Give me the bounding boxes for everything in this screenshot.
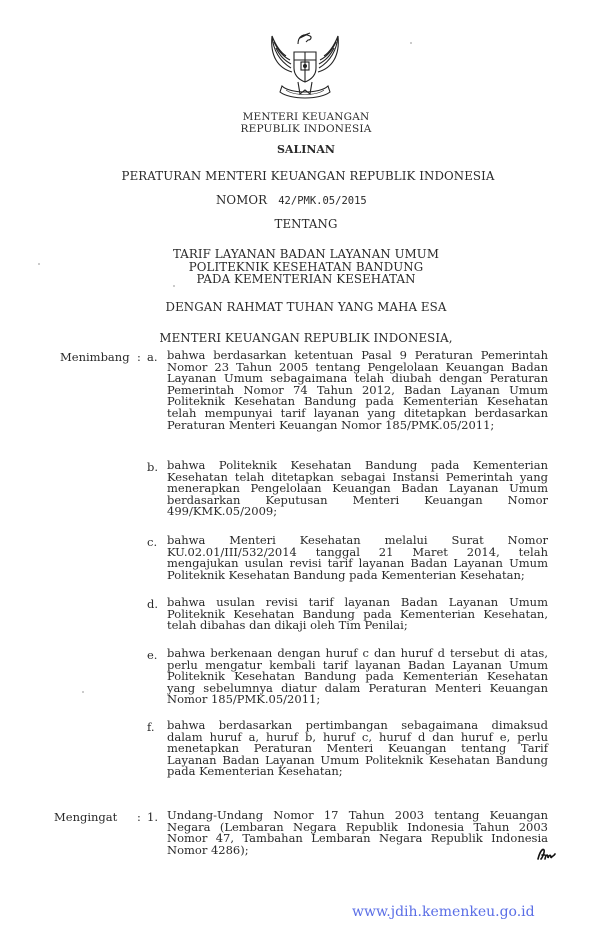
number-value: 42/PMK.05/2015 xyxy=(278,195,367,207)
consideration-f xyxy=(167,720,548,778)
text-line: Undang-Undang Nomor 17 Tahun 2003 tentang Keuangan xyxy=(167,808,548,822)
initials-signature-icon xyxy=(536,847,556,861)
text-line: Politeknik Kesehatan Bandung pada Kementerian Kesehatan xyxy=(167,394,548,409)
menimbang-label: Menimbang xyxy=(60,350,130,364)
text-line: Layanan Umum sebagaimana telah diubah dengan Peraturan xyxy=(167,371,548,386)
about-heading: TENTANG xyxy=(274,217,338,231)
regulation-number xyxy=(216,189,367,208)
text-line: Nomor 47, Tambahan Lembaran Negara Republik Indonesia xyxy=(167,831,548,846)
text-line: Peraturan Menteri Keuangan Nomor 185/PMK.05/2011; xyxy=(167,417,495,432)
item-marker: 1. xyxy=(147,810,158,824)
mengingat-colon: : xyxy=(137,810,141,824)
ministry-line-2: REPUBLIK INDONESIA xyxy=(240,123,372,135)
consideration-a xyxy=(167,350,548,431)
text-line: berdasarkan Keputusan Menteri Keuangan Nomor xyxy=(167,492,548,507)
item-marker: a. xyxy=(147,350,158,364)
scan-speck xyxy=(38,263,40,265)
text-line: bahwa usulan revisi tarif layanan Badan Layanan Umum xyxy=(167,595,548,609)
item-marker: b. xyxy=(147,460,159,474)
text-line: telah mempunyai tarif layanan yang ditetapkan berdasarkan xyxy=(167,405,548,420)
text-line: menetapkan Peraturan Menteri Keuangan tentang Tarif xyxy=(167,741,548,756)
text-line: bahwa berdasarkan ketentuan Pasal 9 Peraturan Pemerintah xyxy=(167,348,548,362)
text-line: Negara (Lembaran Negara Republik Indonesia Tahun 2003 xyxy=(167,819,548,834)
consideration-b xyxy=(167,460,548,518)
scan-speck xyxy=(173,285,175,287)
text-line: pada Kementerian Kesehatan; xyxy=(167,764,343,779)
legal-basis-1 xyxy=(167,810,548,856)
item-marker: e. xyxy=(147,648,158,662)
item-marker: f. xyxy=(147,720,155,734)
text-line: Politeknik Kesehatan Bandung pada Kementerian Kesehatan, xyxy=(167,606,548,621)
mengingat-label: Mengingat xyxy=(54,810,118,824)
scan-speck xyxy=(410,42,412,44)
text-line: bahwa Menteri Kesehatan melalui Surat Nomor xyxy=(167,533,548,547)
number-label: NOMOR xyxy=(216,193,268,207)
text-line: dalam huruf a, huruf b, huruf c, huruf d dan huruf e, perlu xyxy=(167,729,548,744)
text-line: menerapkan Pengelolaan Keuangan Badan Layanan Umum xyxy=(167,481,548,496)
issuer: MENTERI KEUANGAN REPUBLIK INDONESIA, xyxy=(159,331,453,345)
ministry-line-1: MENTERI KEUANGAN xyxy=(242,111,370,123)
text-line: yang sebelumnya diatur dalam Peraturan Menteri Keuangan xyxy=(167,680,548,695)
consideration-c xyxy=(167,535,548,581)
scan-speck xyxy=(82,691,84,693)
text-line: telah dibahas dan dikaji oleh Tim Penilai; xyxy=(167,618,408,633)
item-marker: c. xyxy=(147,535,158,549)
text-line: Politeknik Kesehatan Bandung pada Kementerian Kesehatan; xyxy=(167,567,525,582)
subject-line: POLITEKNIK KESEHATAN BANDUNG xyxy=(188,259,424,274)
text-line: perlu mengatur kembali tarif layanan Badan Layanan Umum xyxy=(167,657,548,672)
consideration-d xyxy=(167,597,548,632)
text-line: Nomor 23 Tahun 2005 tentang Pengelolaan Keuangan Badan xyxy=(167,359,548,374)
consideration-e xyxy=(167,648,548,706)
invocation: DENGAN RAHMAT TUHAN YANG MAHA ESA xyxy=(165,300,447,314)
subject-block xyxy=(0,248,612,286)
text-line: mengajukan usulan revisi tarif layanan Badan Layanan Umum xyxy=(167,556,548,571)
garuda-emblem-icon xyxy=(264,24,346,104)
subject-line: TARIF LAYANAN BADAN LAYANAN UMUM xyxy=(172,247,440,261)
footer-url-link[interactable]: www.jdih.kemenkeu.go.id xyxy=(352,904,535,920)
text-line: Kesehatan telah ditetapkan sebagai Instansi Pemerintah yang xyxy=(167,469,548,484)
regulation-title: PERATURAN MENTERI KEUANGAN REPUBLIK INDONESIA xyxy=(121,169,495,183)
text-line: 499/KMK.05/2009; xyxy=(167,504,278,519)
text-line: KU.02.01/III/532/2014 tanggal 21 Maret 2014, telah xyxy=(167,544,548,559)
copy-mark: SALINAN xyxy=(276,143,335,156)
text-line: Nomor 4286); xyxy=(167,842,249,857)
text-line: bahwa berkenaan dengan huruf c dan huruf d tersebut di atas, xyxy=(167,646,548,660)
text-line: bahwa Politeknik Kesehatan Bandung pada Kementerian xyxy=(167,458,548,472)
text-line: Nomor 185/PMK.05/2011; xyxy=(167,692,321,707)
menimbang-colon: : xyxy=(137,350,141,364)
text-line: Layanan Badan Layanan Umum Politeknik Kesehatan Bandung xyxy=(167,752,548,767)
subject-line: PADA KEMENTERIAN KESEHATAN xyxy=(196,272,416,286)
item-marker: d. xyxy=(147,597,159,611)
text-line: Pemerintah Nomor 74 Tahun 2012, Badan Layanan Umum xyxy=(167,382,548,397)
text-line: bahwa berdasarkan pertimbangan sebagaimana dimaksud xyxy=(167,718,548,732)
text-line: Politeknik Kesehatan Bandung pada Kementerian Kesehatan xyxy=(167,669,548,684)
